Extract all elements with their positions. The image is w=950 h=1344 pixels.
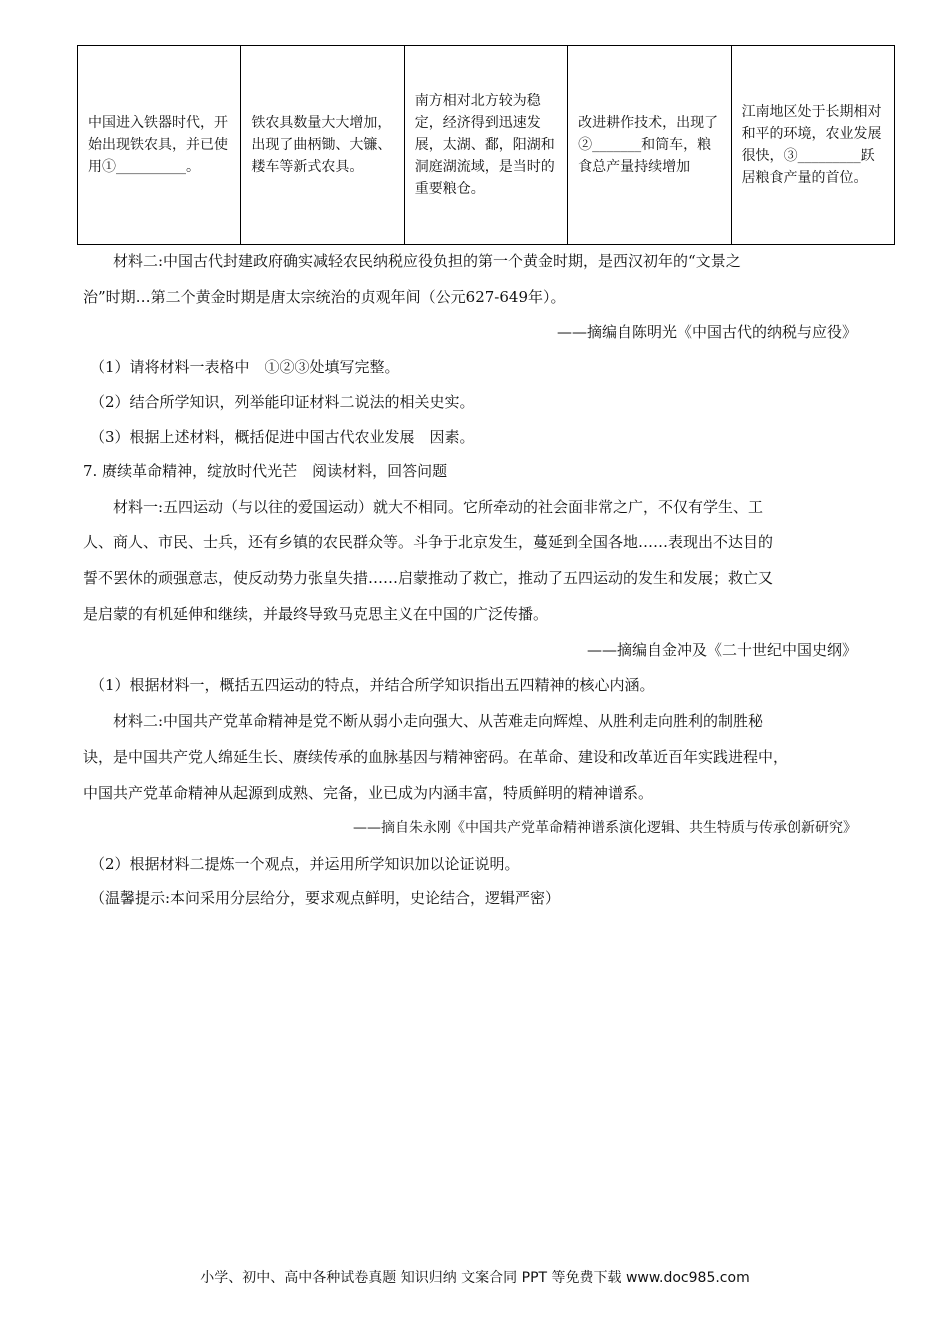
- q7-hint: （温馨提示:本问采用分层给分，要求观点鲜明，史论结合，逻辑严密）: [90, 889, 561, 907]
- blank-1: __________: [116, 159, 186, 175]
- agriculture-table: [77, 45, 895, 245]
- q7-question2: （2）根据材料二提炼一个观点，并运用所学知识加以论证说明。: [90, 855, 520, 873]
- blank-2: _______: [592, 137, 642, 153]
- table-cell-iron-age: [78, 46, 241, 245]
- q7-material1-source: ——摘编自金冲及《二十世纪中国史纲》: [586, 641, 857, 659]
- q6-question1: （1）请将材料一表格中 ①②③处填写完整。: [90, 358, 400, 376]
- q7-material2-line1: 材料二:中国共产党革命精神是党不断从弱小走向强大、从苦难走向辉煌、从胜利走向胜利的制胜秘: [113, 712, 764, 730]
- blank-marker-2: ②: [578, 137, 593, 153]
- cell-text: 改进耕作技术，出现了: [578, 115, 719, 131]
- table-cell-iron-tools: [241, 46, 404, 245]
- q7-question1: （1）根据材料一，概括五四运动的特点，并结合所学知识指出五四精神的核心内涵。: [90, 676, 655, 694]
- cell-text-end: 和筒车，粮食总产量持续增加: [578, 137, 712, 175]
- cell-text-end: 跃居粮食产量的首位。: [741, 148, 875, 186]
- blank-marker-1: ①: [102, 159, 116, 175]
- q7-material1-line4: 是启蒙的有机延伸和继续，并最终导致马克思主义在中国的广泛传播。: [83, 605, 549, 623]
- material2-line1: 材料二:中国古代封建政府确实减轻农民纳税应役负担的第一个黄金时期，是西汉初年的“文景之: [113, 252, 741, 270]
- blank-marker-3: ③: [783, 148, 798, 164]
- cell-text: 南方相对北方较为稳定，经济得到迅速发展，太湖、鄱，阳湖和洞庭湖流域，是当时的重要粮仓。: [414, 93, 555, 197]
- cell-text: 中国进入铁器时代，开始出现铁农具，并已使用: [88, 115, 228, 175]
- cell-text: 江南地区处于长期相对和平的环境，农业发展很快，: [741, 104, 882, 164]
- q7-material2-source: ——摘自朱永刚《中国共产党革命精神谱系演化逻辑、共生特质与传承创新研究》: [353, 820, 857, 836]
- table-row: [78, 46, 895, 245]
- cell-text: 铁农具数量大大增加，出现了曲柄锄、大镰、耧车等新式农具。: [251, 115, 392, 175]
- material2-source: ——摘编自陈明光《中国古代的纳税与应役》: [556, 323, 857, 341]
- q6-question2: （2）结合所学知识，列举能印证材料二说法的相关史实。: [90, 393, 475, 411]
- material2-line2: 治”时期…第二个黄金时期是唐太宗统治的贞观年间（公元627-649年）。: [83, 288, 566, 306]
- page-footer: 小学、初中、高中各种试卷真题 知识归纳 文案合同 PPT 等免费下载 www.doc985.com: [200, 1270, 750, 1286]
- blank-3: _________: [797, 148, 861, 164]
- q7-material1-line1: 材料一:五四运动（与以往的爱国运动）就大不相同。它所牵动的社会面非常之广，不仅有学生、工: [113, 498, 764, 516]
- q6-question3: （3）根据上述材料，概括促进中国古代农业发展 因素。: [90, 428, 475, 446]
- cell-text-end: 。: [186, 159, 200, 175]
- q7-material1-line2: 人、商人、市民、士兵，还有乡镇的农民群众等。斗争于北京发生，蔓延到全国各地……表现出不达目的: [83, 533, 774, 551]
- table-cell-southern-economy: [404, 46, 567, 245]
- q7-material2-line2: 诀，是中国共产党人绵延生长、赓续传承的血脉基因与精神密码。在革命、建设和改革近百年实践进程中，: [83, 748, 789, 766]
- table-cell-farming-tech: [568, 46, 731, 245]
- q7-title: 7. 赓续革命精神，绽放时代光芒 阅读材料，回答问题: [83, 462, 448, 480]
- q7-material1-line3: 誓不罢休的顽强意志，使反动势力张皇失措……启蒙推动了救亡，推动了五四运动的发生和发展；救亡又: [83, 569, 774, 587]
- q7-material2-line3: 中国共产党革命精神从起源到成熟、完备，业已成为内涵丰富，特质鲜明的精神谱系。: [83, 784, 654, 802]
- table-cell-jiangnan: [731, 46, 894, 245]
